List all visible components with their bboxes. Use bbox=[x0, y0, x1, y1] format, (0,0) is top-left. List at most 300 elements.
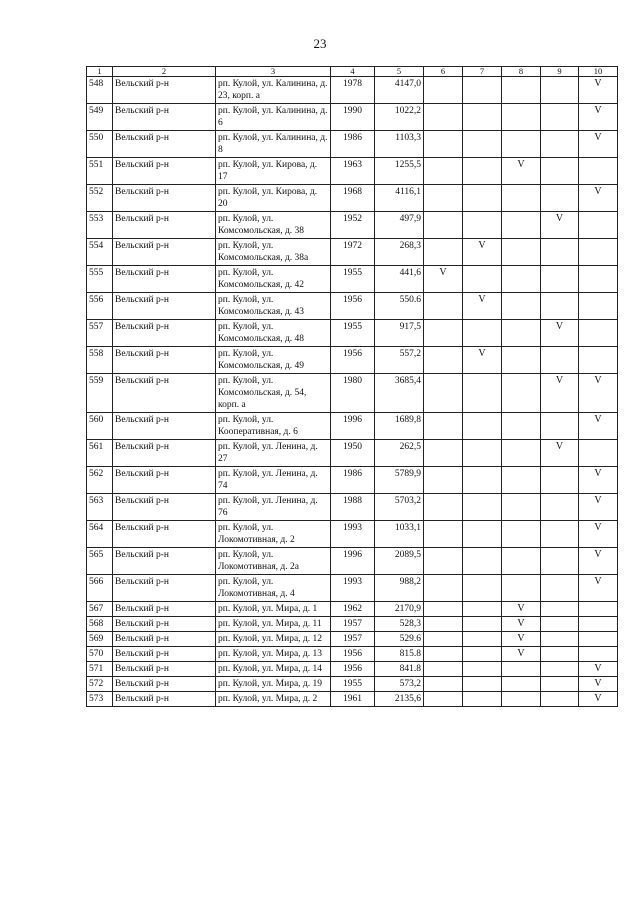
mark-col6-cell bbox=[424, 374, 463, 413]
table-row bbox=[87, 158, 618, 185]
column-number-row bbox=[87, 67, 618, 77]
mark-col7-cell bbox=[463, 131, 502, 158]
row-number-cell: 558 bbox=[87, 347, 113, 374]
mark-col8-cell bbox=[502, 239, 541, 266]
year-cell: 1996 bbox=[331, 548, 375, 575]
year-cell: 1957 bbox=[331, 632, 375, 647]
row-number-cell: 566 bbox=[87, 575, 113, 602]
mark-col9-cell bbox=[541, 647, 579, 662]
area-cell: 4116,1 bbox=[375, 185, 424, 212]
year-cell: 1955 bbox=[331, 320, 375, 347]
table-row bbox=[87, 521, 618, 548]
address-cell: рп. Кулой, ул. Калинина, д. 23, корп. а bbox=[216, 77, 331, 104]
mark-col10-cell: V bbox=[579, 104, 618, 131]
address-cell: рп. Кулой, ул. Ленина, д. 76 bbox=[216, 494, 331, 521]
row-number-cell: 549 bbox=[87, 104, 113, 131]
mark-col7-cell bbox=[463, 662, 502, 677]
area-cell: 917,5 bbox=[375, 320, 424, 347]
area-cell: 3685,4 bbox=[375, 374, 424, 413]
district-cell: Вельский р-н bbox=[113, 575, 216, 602]
mark-col10-cell: V bbox=[579, 413, 618, 440]
table-row bbox=[87, 647, 618, 662]
mark-col10-cell: V bbox=[579, 521, 618, 548]
mark-col6-cell bbox=[424, 494, 463, 521]
year-cell: 1993 bbox=[331, 575, 375, 602]
column-header: 8 bbox=[502, 67, 541, 77]
mark-col9-cell bbox=[541, 347, 579, 374]
mark-col8-cell bbox=[502, 521, 541, 548]
year-cell: 1972 bbox=[331, 239, 375, 266]
table-row bbox=[87, 77, 618, 104]
address-cell: рп. Кулой, ул. Мира, д. 1 bbox=[216, 602, 331, 617]
district-cell: Вельский р-н bbox=[113, 617, 216, 632]
area-cell: 573,2 bbox=[375, 677, 424, 692]
mark-col6-cell bbox=[424, 521, 463, 548]
table-row bbox=[87, 131, 618, 158]
mark-col6-cell bbox=[424, 647, 463, 662]
district-cell: Вельский р-н bbox=[113, 467, 216, 494]
area-cell: 528,3 bbox=[375, 617, 424, 632]
table-row bbox=[87, 602, 618, 617]
mark-col9-cell bbox=[541, 266, 579, 293]
year-cell: 1956 bbox=[331, 647, 375, 662]
table-row bbox=[87, 347, 618, 374]
mark-col10-cell bbox=[579, 647, 618, 662]
year-cell: 1956 bbox=[331, 662, 375, 677]
mark-col9-cell bbox=[541, 77, 579, 104]
address-cell: рп. Кулой, ул. Комсомольская, д. 38 bbox=[216, 212, 331, 239]
mark-col10-cell: V bbox=[579, 494, 618, 521]
address-cell: рп. Кулой, ул. Локомотивная, д. 4 bbox=[216, 575, 331, 602]
district-cell: Вельский р-н bbox=[113, 662, 216, 677]
mark-col7-cell bbox=[463, 575, 502, 602]
area-cell: 815.8 bbox=[375, 647, 424, 662]
mark-col8-cell bbox=[502, 440, 541, 467]
mark-col10-cell: V bbox=[579, 131, 618, 158]
mark-col10-cell bbox=[579, 440, 618, 467]
mark-col7-cell bbox=[463, 632, 502, 647]
year-cell: 1980 bbox=[331, 374, 375, 413]
mark-col6-cell bbox=[424, 77, 463, 104]
mark-col9-cell bbox=[541, 692, 579, 707]
area-cell: 988,2 bbox=[375, 575, 424, 602]
mark-col10-cell bbox=[579, 158, 618, 185]
table-row bbox=[87, 293, 618, 320]
mark-col8-cell bbox=[502, 77, 541, 104]
mark-col7-cell bbox=[463, 374, 502, 413]
column-header: 10 bbox=[579, 67, 618, 77]
year-cell: 1956 bbox=[331, 347, 375, 374]
mark-col8-cell: V bbox=[502, 602, 541, 617]
area-cell: 1103,3 bbox=[375, 131, 424, 158]
column-header: 1 bbox=[87, 67, 113, 77]
mark-col6-cell bbox=[424, 467, 463, 494]
mark-col7-cell bbox=[463, 521, 502, 548]
address-cell: рп. Кулой, ул. Комсомольская, д. 38а bbox=[216, 239, 331, 266]
mark-col7-cell bbox=[463, 320, 502, 347]
table-row bbox=[87, 374, 618, 413]
address-cell: рп. Кулой, ул. Ленина, д. 27 bbox=[216, 440, 331, 467]
area-cell: 5703,2 bbox=[375, 494, 424, 521]
column-header: 5 bbox=[375, 67, 424, 77]
mark-col8-cell: V bbox=[502, 617, 541, 632]
address-cell: рп. Кулой, ул. Мира, д. 14 bbox=[216, 662, 331, 677]
mark-col10-cell: V bbox=[579, 548, 618, 575]
table-row bbox=[87, 692, 618, 707]
mark-col6-cell bbox=[424, 185, 463, 212]
mark-col9-cell bbox=[541, 185, 579, 212]
column-header: 4 bbox=[331, 67, 375, 77]
row-number-cell: 572 bbox=[87, 677, 113, 692]
mark-col8-cell bbox=[502, 104, 541, 131]
mark-col7-cell bbox=[463, 77, 502, 104]
mark-col7-cell bbox=[463, 548, 502, 575]
mark-col9-cell bbox=[541, 602, 579, 617]
table-row bbox=[87, 467, 618, 494]
mark-col6-cell bbox=[424, 212, 463, 239]
district-cell: Вельский р-н bbox=[113, 104, 216, 131]
mark-col9-cell: V bbox=[541, 374, 579, 413]
area-cell: 4147,0 bbox=[375, 77, 424, 104]
mark-col8-cell bbox=[502, 185, 541, 212]
district-cell: Вельский р-н bbox=[113, 158, 216, 185]
address-cell: рп. Кулой, ул. Мира, д. 11 bbox=[216, 617, 331, 632]
district-cell: Вельский р-н bbox=[113, 212, 216, 239]
mark-col7-cell bbox=[463, 158, 502, 185]
table-row bbox=[87, 413, 618, 440]
address-cell: рп. Кулой, ул. Мира, д. 13 bbox=[216, 647, 331, 662]
mark-col9-cell bbox=[541, 158, 579, 185]
area-cell: 5789,9 bbox=[375, 467, 424, 494]
address-cell: рп. Кулой, ул. Калинина, д. 8 bbox=[216, 131, 331, 158]
district-cell: Вельский р-н bbox=[113, 632, 216, 647]
mark-col7-cell bbox=[463, 212, 502, 239]
table-row bbox=[87, 239, 618, 266]
column-header: 9 bbox=[541, 67, 579, 77]
mark-col10-cell: V bbox=[579, 677, 618, 692]
column-header: 2 bbox=[113, 67, 216, 77]
district-cell: Вельский р-н bbox=[113, 131, 216, 158]
mark-col7-cell bbox=[463, 440, 502, 467]
address-cell: рп. Кулой, ул. Локомотивная, д. 2 bbox=[216, 521, 331, 548]
housing-register-table bbox=[86, 66, 618, 707]
mark-col10-cell bbox=[579, 617, 618, 632]
mark-col7-cell bbox=[463, 413, 502, 440]
mark-col7-cell bbox=[463, 602, 502, 617]
row-number-cell: 569 bbox=[87, 632, 113, 647]
year-cell: 1961 bbox=[331, 692, 375, 707]
area-cell: 2170,9 bbox=[375, 602, 424, 617]
district-cell: Вельский р-н bbox=[113, 647, 216, 662]
district-cell: Вельский р-н bbox=[113, 602, 216, 617]
table-row bbox=[87, 548, 618, 575]
mark-col8-cell bbox=[502, 575, 541, 602]
district-cell: Вельский р-н bbox=[113, 677, 216, 692]
year-cell: 1986 bbox=[331, 467, 375, 494]
area-cell: 2089,5 bbox=[375, 548, 424, 575]
mark-col9-cell bbox=[541, 239, 579, 266]
row-number-cell: 553 bbox=[87, 212, 113, 239]
mark-col9-cell bbox=[541, 548, 579, 575]
mark-col10-cell bbox=[579, 266, 618, 293]
district-cell: Вельский р-н bbox=[113, 440, 216, 467]
row-number-cell: 548 bbox=[87, 77, 113, 104]
mark-col7-cell: V bbox=[463, 239, 502, 266]
area-cell: 1022,2 bbox=[375, 104, 424, 131]
area-cell: 1033,1 bbox=[375, 521, 424, 548]
address-cell: рп. Кулой, ул. Мира, д. 19 bbox=[216, 677, 331, 692]
mark-col9-cell bbox=[541, 575, 579, 602]
row-number-cell: 573 bbox=[87, 692, 113, 707]
mark-col9-cell bbox=[541, 632, 579, 647]
mark-col7-cell bbox=[463, 494, 502, 521]
table-row bbox=[87, 185, 618, 212]
mark-col8-cell bbox=[502, 548, 541, 575]
row-number-cell: 565 bbox=[87, 548, 113, 575]
mark-col6-cell bbox=[424, 575, 463, 602]
row-number-cell: 563 bbox=[87, 494, 113, 521]
row-number-cell: 552 bbox=[87, 185, 113, 212]
mark-col10-cell bbox=[579, 320, 618, 347]
mark-col6-cell bbox=[424, 602, 463, 617]
mark-col6-cell bbox=[424, 293, 463, 320]
address-cell: рп. Кулой, ул. Калинина, д. 6 bbox=[216, 104, 331, 131]
address-cell: рп. Кулой, ул. Комсомольская, д. 42 bbox=[216, 266, 331, 293]
row-number-cell: 560 bbox=[87, 413, 113, 440]
address-cell: рп. Кулой, ул. Кирова, д. 20 bbox=[216, 185, 331, 212]
table-row bbox=[87, 617, 618, 632]
column-header: 3 bbox=[216, 67, 331, 77]
mark-col7-cell bbox=[463, 677, 502, 692]
area-cell: 1255,5 bbox=[375, 158, 424, 185]
page-number: 23 bbox=[313, 36, 327, 51]
address-cell: рп. Кулой, ул. Комсомольская, д. 49 bbox=[216, 347, 331, 374]
mark-col8-cell bbox=[502, 374, 541, 413]
mark-col8-cell bbox=[502, 467, 541, 494]
mark-col6-cell bbox=[424, 131, 463, 158]
year-cell: 1955 bbox=[331, 266, 375, 293]
row-number-cell: 559 bbox=[87, 374, 113, 413]
mark-col7-cell bbox=[463, 467, 502, 494]
mark-col10-cell bbox=[579, 239, 618, 266]
area-cell: 262,5 bbox=[375, 440, 424, 467]
area-cell: 557,2 bbox=[375, 347, 424, 374]
row-number-cell: 562 bbox=[87, 467, 113, 494]
mark-col9-cell bbox=[541, 467, 579, 494]
address-cell: рп. Кулой, ул. Комсомольская, д. 43 bbox=[216, 293, 331, 320]
mark-col6-cell bbox=[424, 617, 463, 632]
table-row bbox=[87, 662, 618, 677]
district-cell: Вельский р-н bbox=[113, 320, 216, 347]
row-number-cell: 554 bbox=[87, 239, 113, 266]
address-cell: рп. Кулой, ул. Кирова, д. 17 bbox=[216, 158, 331, 185]
district-cell: Вельский р-н bbox=[113, 374, 216, 413]
table-row bbox=[87, 677, 618, 692]
mark-col8-cell: V bbox=[502, 647, 541, 662]
year-cell: 1963 bbox=[331, 158, 375, 185]
year-cell: 1956 bbox=[331, 293, 375, 320]
table-row bbox=[87, 575, 618, 602]
district-cell: Вельский р-н bbox=[113, 692, 216, 707]
table-row bbox=[87, 320, 618, 347]
row-number-cell: 564 bbox=[87, 521, 113, 548]
mark-col6-cell bbox=[424, 692, 463, 707]
area-cell: 1689,8 bbox=[375, 413, 424, 440]
mark-col6-cell bbox=[424, 320, 463, 347]
mark-col8-cell: V bbox=[502, 158, 541, 185]
mark-col8-cell bbox=[502, 494, 541, 521]
area-cell: 268,3 bbox=[375, 239, 424, 266]
mark-col10-cell bbox=[579, 212, 618, 239]
district-cell: Вельский р-н bbox=[113, 266, 216, 293]
district-cell: Вельский р-н bbox=[113, 494, 216, 521]
mark-col8-cell bbox=[502, 677, 541, 692]
row-number-cell: 555 bbox=[87, 266, 113, 293]
mark-col6-cell bbox=[424, 104, 463, 131]
year-cell: 1952 bbox=[331, 212, 375, 239]
mark-col7-cell bbox=[463, 647, 502, 662]
area-cell: 441,6 bbox=[375, 266, 424, 293]
mark-col9-cell bbox=[541, 521, 579, 548]
mark-col6-cell bbox=[424, 239, 463, 266]
district-cell: Вельский р-н bbox=[113, 239, 216, 266]
mark-col10-cell: V bbox=[579, 467, 618, 494]
row-number-cell: 550 bbox=[87, 131, 113, 158]
mark-col9-cell bbox=[541, 494, 579, 521]
mark-col9-cell bbox=[541, 662, 579, 677]
address-cell: рп. Кулой, ул. Мира, д. 12 bbox=[216, 632, 331, 647]
row-number-cell: 567 bbox=[87, 602, 113, 617]
table-body bbox=[87, 77, 618, 707]
year-cell: 1968 bbox=[331, 185, 375, 212]
mark-col8-cell bbox=[502, 266, 541, 293]
year-cell: 1988 bbox=[331, 494, 375, 521]
mark-col10-cell bbox=[579, 602, 618, 617]
mark-col9-cell bbox=[541, 104, 579, 131]
mark-col9-cell bbox=[541, 293, 579, 320]
row-number-cell: 556 bbox=[87, 293, 113, 320]
year-cell: 1950 bbox=[331, 440, 375, 467]
area-cell: 2135,6 bbox=[375, 692, 424, 707]
district-cell: Вельский р-н bbox=[113, 347, 216, 374]
district-cell: Вельский р-н bbox=[113, 185, 216, 212]
table-row bbox=[87, 266, 618, 293]
row-number-cell: 557 bbox=[87, 320, 113, 347]
mark-col6-cell bbox=[424, 413, 463, 440]
district-cell: Вельский р-н bbox=[113, 293, 216, 320]
mark-col10-cell: V bbox=[579, 575, 618, 602]
row-number-cell: 551 bbox=[87, 158, 113, 185]
mark-col10-cell: V bbox=[579, 77, 618, 104]
mark-col8-cell bbox=[502, 131, 541, 158]
year-cell: 1955 bbox=[331, 677, 375, 692]
year-cell: 1993 bbox=[331, 521, 375, 548]
mark-col10-cell: V bbox=[579, 374, 618, 413]
mark-col6-cell: V bbox=[424, 266, 463, 293]
mark-col7-cell: V bbox=[463, 293, 502, 320]
mark-col8-cell bbox=[502, 212, 541, 239]
year-cell: 1978 bbox=[331, 77, 375, 104]
mark-col10-cell: V bbox=[579, 185, 618, 212]
row-number-cell: 570 bbox=[87, 647, 113, 662]
mark-col7-cell bbox=[463, 617, 502, 632]
mark-col7-cell: V bbox=[463, 347, 502, 374]
area-cell: 497,9 bbox=[375, 212, 424, 239]
address-cell: рп. Кулой, ул. Локомотивная, д. 2а bbox=[216, 548, 331, 575]
mark-col10-cell bbox=[579, 347, 618, 374]
mark-col10-cell bbox=[579, 632, 618, 647]
table-row bbox=[87, 104, 618, 131]
mark-col8-cell bbox=[502, 320, 541, 347]
district-cell: Вельский р-н bbox=[113, 77, 216, 104]
table-row bbox=[87, 494, 618, 521]
mark-col6-cell bbox=[424, 158, 463, 185]
mark-col9-cell: V bbox=[541, 440, 579, 467]
row-number-cell: 568 bbox=[87, 617, 113, 632]
column-header: 7 bbox=[463, 67, 502, 77]
mark-col8-cell bbox=[502, 413, 541, 440]
mark-col10-cell bbox=[579, 293, 618, 320]
mark-col7-cell bbox=[463, 266, 502, 293]
mark-col8-cell: V bbox=[502, 632, 541, 647]
district-cell: Вельский р-н bbox=[113, 413, 216, 440]
mark-col9-cell: V bbox=[541, 320, 579, 347]
mark-col9-cell: V bbox=[541, 212, 579, 239]
area-cell: 529.6 bbox=[375, 632, 424, 647]
table-row bbox=[87, 440, 618, 467]
mark-col9-cell bbox=[541, 413, 579, 440]
mark-col9-cell bbox=[541, 617, 579, 632]
mark-col6-cell bbox=[424, 548, 463, 575]
row-number-cell: 571 bbox=[87, 662, 113, 677]
district-cell: Вельский р-н bbox=[113, 548, 216, 575]
mark-col8-cell bbox=[502, 347, 541, 374]
address-cell: рп. Кулой, ул. Ленина, д. 74 bbox=[216, 467, 331, 494]
column-header: 6 bbox=[424, 67, 463, 77]
year-cell: 1990 bbox=[331, 104, 375, 131]
address-cell: рп. Кулой, ул. Комсомольская, д. 48 bbox=[216, 320, 331, 347]
table-row bbox=[87, 632, 618, 647]
mark-col6-cell bbox=[424, 662, 463, 677]
year-cell: 1962 bbox=[331, 602, 375, 617]
mark-col6-cell bbox=[424, 347, 463, 374]
mark-col8-cell bbox=[502, 662, 541, 677]
mark-col7-cell bbox=[463, 104, 502, 131]
year-cell: 1957 bbox=[331, 617, 375, 632]
mark-col8-cell bbox=[502, 692, 541, 707]
mark-col7-cell bbox=[463, 692, 502, 707]
area-cell: 841.8 bbox=[375, 662, 424, 677]
table-row bbox=[87, 212, 618, 239]
district-cell: Вельский р-н bbox=[113, 521, 216, 548]
mark-col9-cell bbox=[541, 677, 579, 692]
mark-col10-cell: V bbox=[579, 662, 618, 677]
area-cell: 550.6 bbox=[375, 293, 424, 320]
mark-col9-cell bbox=[541, 131, 579, 158]
mark-col7-cell bbox=[463, 185, 502, 212]
year-cell: 1986 bbox=[331, 131, 375, 158]
mark-col6-cell bbox=[424, 440, 463, 467]
address-cell: рп. Кулой, ул. Кооперативная, д. 6 bbox=[216, 413, 331, 440]
address-cell: рп. Кулой, ул. Комсомольская, д. 54, корп. а bbox=[216, 374, 331, 413]
row-number-cell: 561 bbox=[87, 440, 113, 467]
year-cell: 1996 bbox=[331, 413, 375, 440]
mark-col10-cell: V bbox=[579, 692, 618, 707]
mark-col6-cell bbox=[424, 632, 463, 647]
mark-col8-cell bbox=[502, 293, 541, 320]
address-cell: рп. Кулой, ул. Мира, д. 2 bbox=[216, 692, 331, 707]
mark-col6-cell bbox=[424, 677, 463, 692]
